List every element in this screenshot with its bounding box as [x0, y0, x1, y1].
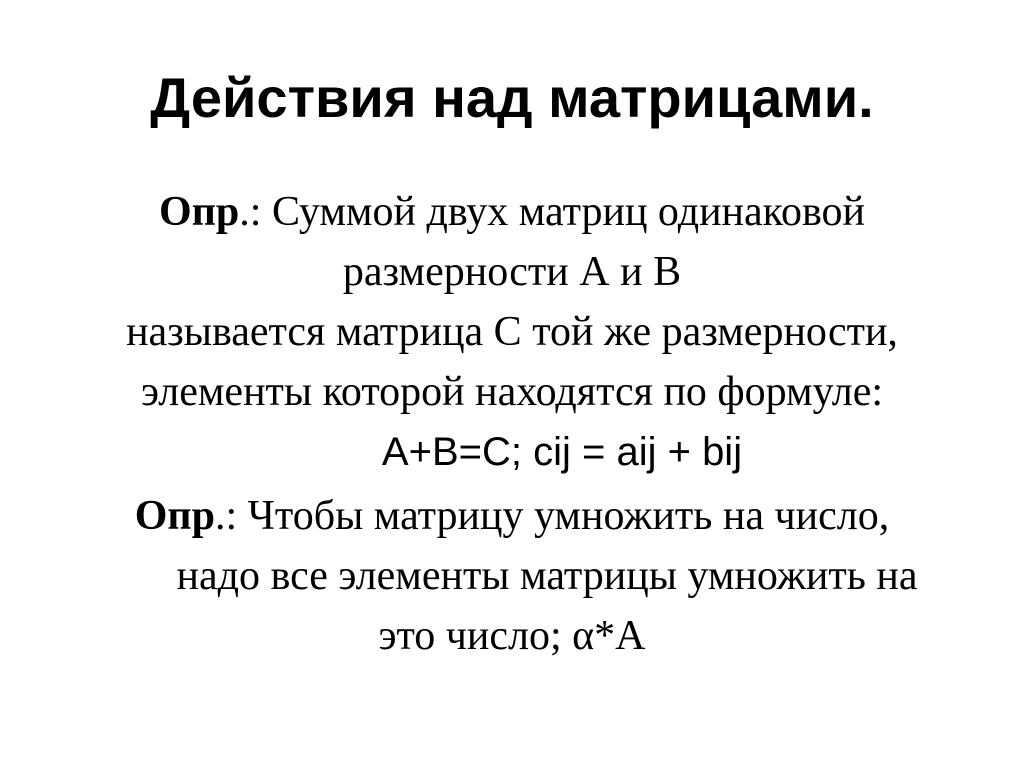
definition-sum-line-2: размерности А и В	[342, 249, 682, 295]
slide-title: Действия над матрицами.	[150, 66, 874, 129]
definition-term: Опр	[134, 493, 215, 539]
definition-sum-line-3: называется матрица С той же размерности,	[126, 309, 898, 355]
definition-scalar-text: Чтобы матрицу умножить на число,	[247, 493, 890, 539]
definition-punct: .:	[239, 189, 272, 235]
definition-punct: .:	[214, 493, 248, 539]
slide-body	[60, 182, 964, 670]
sum-formula: A+B=C; cij = aij + bij	[381, 430, 743, 474]
definition-scalar-multiply	[60, 486, 964, 666]
definition-term: Опр	[159, 189, 240, 235]
definition-scalar-line-1	[60, 486, 964, 546]
definition-sum-line-1	[60, 182, 964, 242]
definition-scalar-line-3: это число; α*А	[378, 613, 646, 659]
definition-sum-text: Суммой двух матриц одинаковой	[271, 189, 865, 235]
definition-sum-line-4: элементы которой находятся по формуле:	[140, 369, 883, 415]
definition-sum	[60, 182, 964, 482]
definition-scalar-line-2: надо все элементы матрицы умножить на	[176, 553, 918, 599]
